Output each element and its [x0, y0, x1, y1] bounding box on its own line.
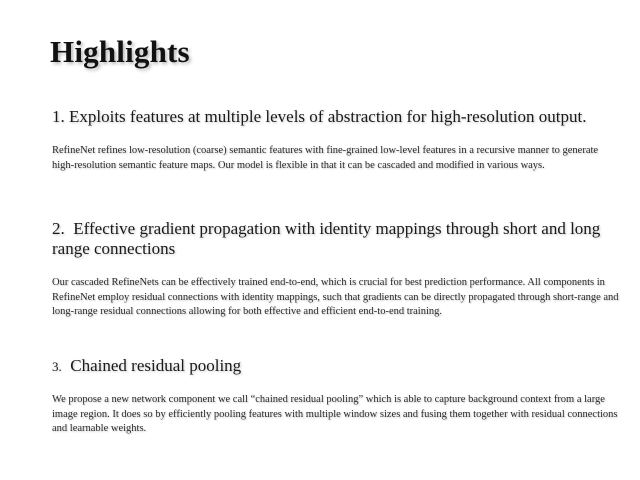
section-3-body: We propose a new network component we call “chained residual pooling” which is able to capture background context from a large image region. It does so by efficiently pooling features with multiple window sizes and fusing them together with residual connections and learnable weights. [52, 394, 618, 434]
section-3-heading [52, 356, 617, 377]
section-2-number: 2. [52, 219, 65, 238]
section-2-heading-text: Effective gradient propagation with identity mappings through short and long range connections [52, 219, 601, 258]
section-1-body: RefineNet refines low-resolution (coarse) semantic features with fine-grained low-level features in a recursive manner to generate high-resolution semantic feature maps. Our model is flexible in that it can be cascaded and modified in various ways. [52, 145, 599, 171]
section-1-number: 1. [52, 107, 65, 126]
section-1-heading-text: Exploits features at multiple levels of abstraction for high-resolution output. [69, 107, 587, 126]
slide-title: Highlights [50, 34, 190, 69]
section-3-heading-text: Chained residual pooling [70, 356, 242, 375]
section-2-heading [52, 219, 617, 259]
section-2-body: Our cascaded RefineNets can be effectively trained end-to-end, which is crucial for best prediction performance. All components in RefineNet employ residual connections with identity mappings, such that gradients can be directly propagated through short-range and long-range residual connections allowing for both effective and efficient end-to-end training. [52, 277, 619, 317]
section-3-number: 3. [52, 359, 62, 374]
section-1-heading [52, 107, 617, 127]
